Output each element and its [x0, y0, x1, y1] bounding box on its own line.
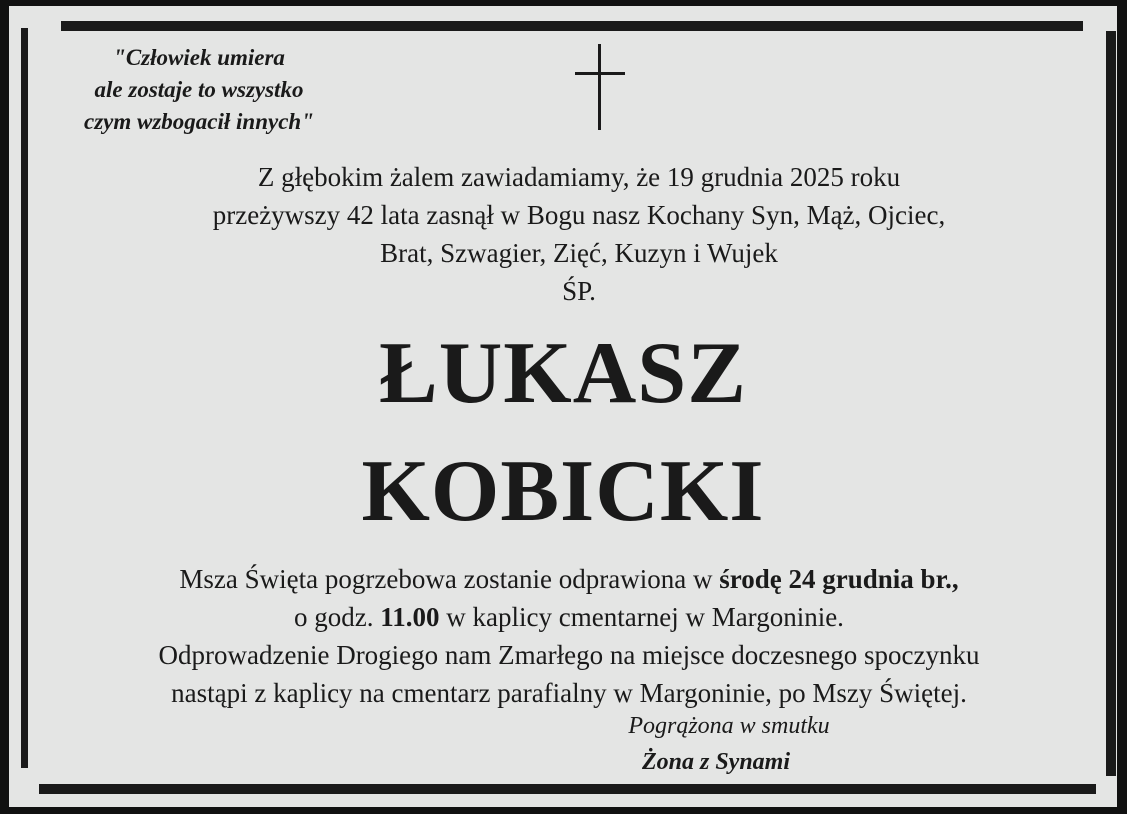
- mass-date: środę 24 grudnia br.,: [719, 564, 959, 594]
- procession-line: nastąpi z kaplicy na cmentarz parafialny w Margoninie, po Mszy Świętej.: [171, 678, 967, 708]
- time-prefix: o godz.: [294, 602, 381, 632]
- announcement-line: Z głębokim żalem zawiadamiamy, że 19 grudnia 2025 roku: [257, 162, 901, 192]
- mass-info-text: Msza Święta pogrzebowa zostanie odprawiona w: [179, 564, 720, 594]
- mourners-intro: Pogrążona w smutku: [628, 713, 830, 739]
- chapel-location: w kaplicy cmentarnej w Margoninie.: [439, 602, 844, 632]
- announcement-line: przeżywszy 42 lata zasnął w Bogu nasz Kochany Syn, Mąż, Ojciec,: [212, 200, 946, 230]
- obituary-card: [9, 6, 1117, 807]
- announcement-line: Brat, Szwagier, Zięć, Kuzyn i Wujek: [380, 238, 778, 268]
- deceased-last-name: KOBICKI: [361, 443, 765, 540]
- deceased-first-name: ŁUKASZ: [379, 325, 747, 422]
- funeral-details: [39, 560, 1099, 712]
- cross-icon: [575, 44, 625, 130]
- honorific: ŚP.: [562, 276, 596, 306]
- announcement-text: [79, 158, 1079, 310]
- mass-info-line: [39, 560, 1099, 598]
- procession-line: Odprowadzenie Drogiego nam Zmarłego na miejsce doczesnego spoczynku: [158, 640, 980, 670]
- mass-time: 11.00: [380, 602, 440, 632]
- mourners-names: Żona z Synami: [641, 749, 791, 775]
- bottom-border-line: [39, 784, 1096, 794]
- top-border-line: [61, 21, 1083, 31]
- motto-quote: [39, 42, 359, 138]
- time-place-line: [39, 598, 1099, 636]
- motto-line: "Człowiek umiera: [113, 45, 285, 70]
- motto-line: ale zostaje to wszystko: [94, 77, 304, 102]
- motto-line: czym wzbogacił innych": [84, 109, 314, 134]
